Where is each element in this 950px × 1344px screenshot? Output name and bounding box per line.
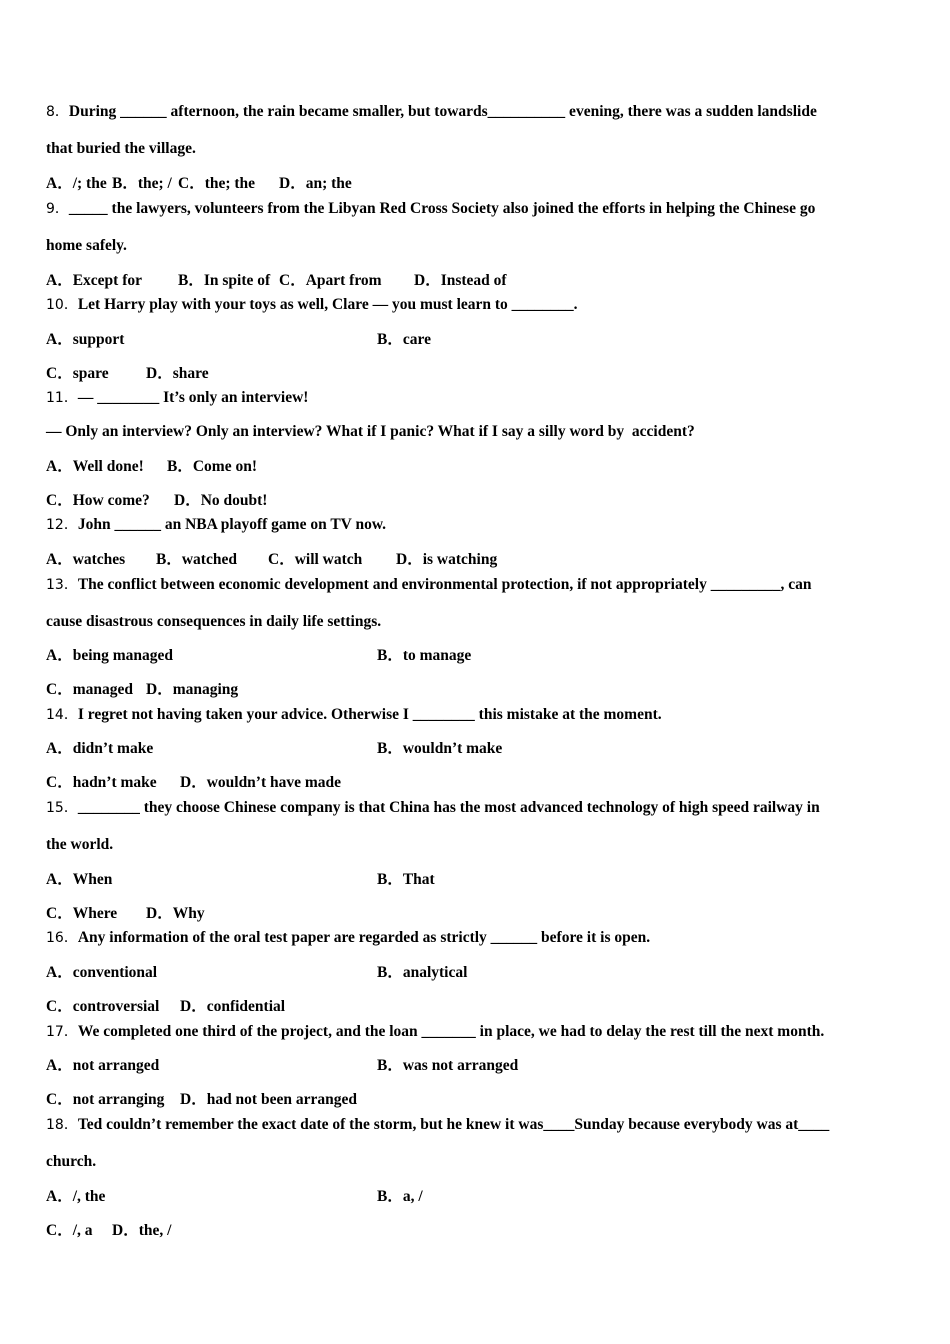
question-9-option-c: C．Apart from: [279, 272, 382, 289]
question-9-stem-line-1: 9．_____ the lawyers, volunteers from the Libyan Red Cross Society also joined the efforts in helping the Chinese go: [46, 200, 816, 217]
question-11-stem-line-2: — Only an interview? Only an interview? What if I panic? What if I say a silly word by accident?: [46, 423, 695, 440]
question-15-option-b: B．That: [377, 871, 435, 888]
question-16-option-c: C．controversial: [46, 998, 160, 1015]
question-number: 9．: [46, 201, 69, 217]
question-10-stem-line-1: 10．Let Harry play with your toys as well, Clare — you must learn to ________.: [46, 296, 578, 313]
question-12-option-a: A．watches: [46, 551, 126, 568]
question-14-option-d: D．wouldn’t have made: [180, 774, 342, 791]
question-number: 18．: [46, 1117, 78, 1133]
question-15-stem-line-1: 15．________ they choose Chinese company is that China has the most advanced technology of high speed railway in: [46, 799, 820, 816]
question-number: 15．: [46, 800, 78, 816]
question-13-option-a: A．being managed: [46, 647, 174, 664]
question-8-option-a: A．/; the: [46, 175, 107, 192]
question-14-stem-line-1: 14．I regret not having taken your advice. Otherwise I ________ this mistake at the moment.: [46, 706, 662, 723]
question-number: 14．: [46, 707, 78, 723]
question-17-option-a: A．not arranged: [46, 1057, 160, 1074]
question-11-option-a: A．Well done!: [46, 458, 144, 475]
question-17-stem-line-1: 17．We completed one third of the project, and the loan _______ in place, we had to delay the rest till the next month.: [46, 1023, 825, 1040]
question-13-stem-line-2: cause disastrous consequences in daily life settings.: [46, 613, 382, 630]
question-number: 13．: [46, 577, 78, 593]
question-17-option-b: B．was not arranged: [377, 1057, 519, 1074]
question-10-option-c: C．spare: [46, 365, 109, 382]
question-15-option-a: A．When: [46, 871, 113, 888]
question-13-stem-line-1: 13．The conflict between economic development and environmental protection, if not appropriately _________, can: [46, 576, 812, 593]
question-11-option-b: B．Come on!: [167, 458, 257, 475]
question-10-option-d: D．share: [146, 365, 209, 382]
question-11-stem-line-1: 11．— ________ It’s only an interview!: [46, 389, 309, 406]
question-9-option-b: B．In spite of: [178, 272, 271, 289]
question-14-option-b: B．wouldn’t make: [377, 740, 503, 757]
question-14-option-c: C．hadn’t make: [46, 774, 157, 791]
question-number: 16．: [46, 930, 78, 946]
question-16-option-d: D．confidential: [180, 998, 286, 1015]
question-18-option-a: A．/, the: [46, 1188, 106, 1205]
question-16-stem-line-1: 16．Any information of the oral test paper are regarded as strictly ______ before it is open.: [46, 929, 651, 946]
question-15-option-d: D．Why: [146, 905, 205, 922]
question-12-stem-line-1: 12．John ______ an NBA playoff game on TV now.: [46, 516, 387, 533]
question-8-option-b: B．the; /: [112, 175, 172, 192]
question-number: 8．: [46, 104, 69, 120]
question-9-option-d: D．Instead of: [414, 272, 507, 289]
question-10-option-b: B．care: [377, 331, 431, 348]
question-16-option-b: B．analytical: [377, 964, 468, 981]
question-13-option-b: B．to manage: [377, 647, 472, 664]
question-15-stem-line-2: the world.: [46, 836, 114, 853]
question-9-option-a: A．Except for: [46, 272, 142, 289]
question-9-stem-line-2: home safely.: [46, 237, 127, 254]
question-11-option-c: C．How come?: [46, 492, 150, 509]
question-14-option-a: A．didn’t make: [46, 740, 154, 757]
question-8-option-d: D．an; the: [279, 175, 352, 192]
question-number: 12．: [46, 517, 78, 533]
question-10-option-a: A．support: [46, 331, 125, 348]
question-12-option-d: D．is watching: [396, 551, 498, 568]
question-8-stem-line-1: 8．During ______ afternoon, the rain became smaller, but towards__________ evening, there was a sudden landslide: [46, 103, 817, 120]
question-18-option-c: C．/, a: [46, 1222, 93, 1239]
question-number: 11．: [46, 390, 78, 406]
question-18-option-d: D．the, /: [112, 1222, 172, 1239]
question-17-option-c: C．not arranging: [46, 1091, 165, 1108]
question-18-stem-line-2: church.: [46, 1153, 97, 1170]
question-number: 17．: [46, 1024, 78, 1040]
question-12-option-c: C．will watch: [268, 551, 363, 568]
question-11-option-d: D．No doubt!: [174, 492, 268, 509]
question-15-option-c: C．Where: [46, 905, 118, 922]
question-16-option-a: A．conventional: [46, 964, 158, 981]
question-13-option-d: D．managing: [146, 681, 239, 698]
question-number: 10．: [46, 297, 78, 313]
question-12-option-b: B．watched: [156, 551, 237, 568]
question-8-stem-line-2: that buried the village.: [46, 140, 196, 157]
question-18-stem-line-1: 18．Ted couldn’t remember the exact date of the storm, but he knew it was____Sunday because everybody was at____: [46, 1116, 830, 1133]
question-18-option-b: B．a, /: [377, 1188, 423, 1205]
question-8-option-c: C．the; the: [178, 175, 256, 192]
question-17-option-d: D．had not been arranged: [180, 1091, 357, 1108]
question-13-option-c: C．managed: [46, 681, 133, 698]
